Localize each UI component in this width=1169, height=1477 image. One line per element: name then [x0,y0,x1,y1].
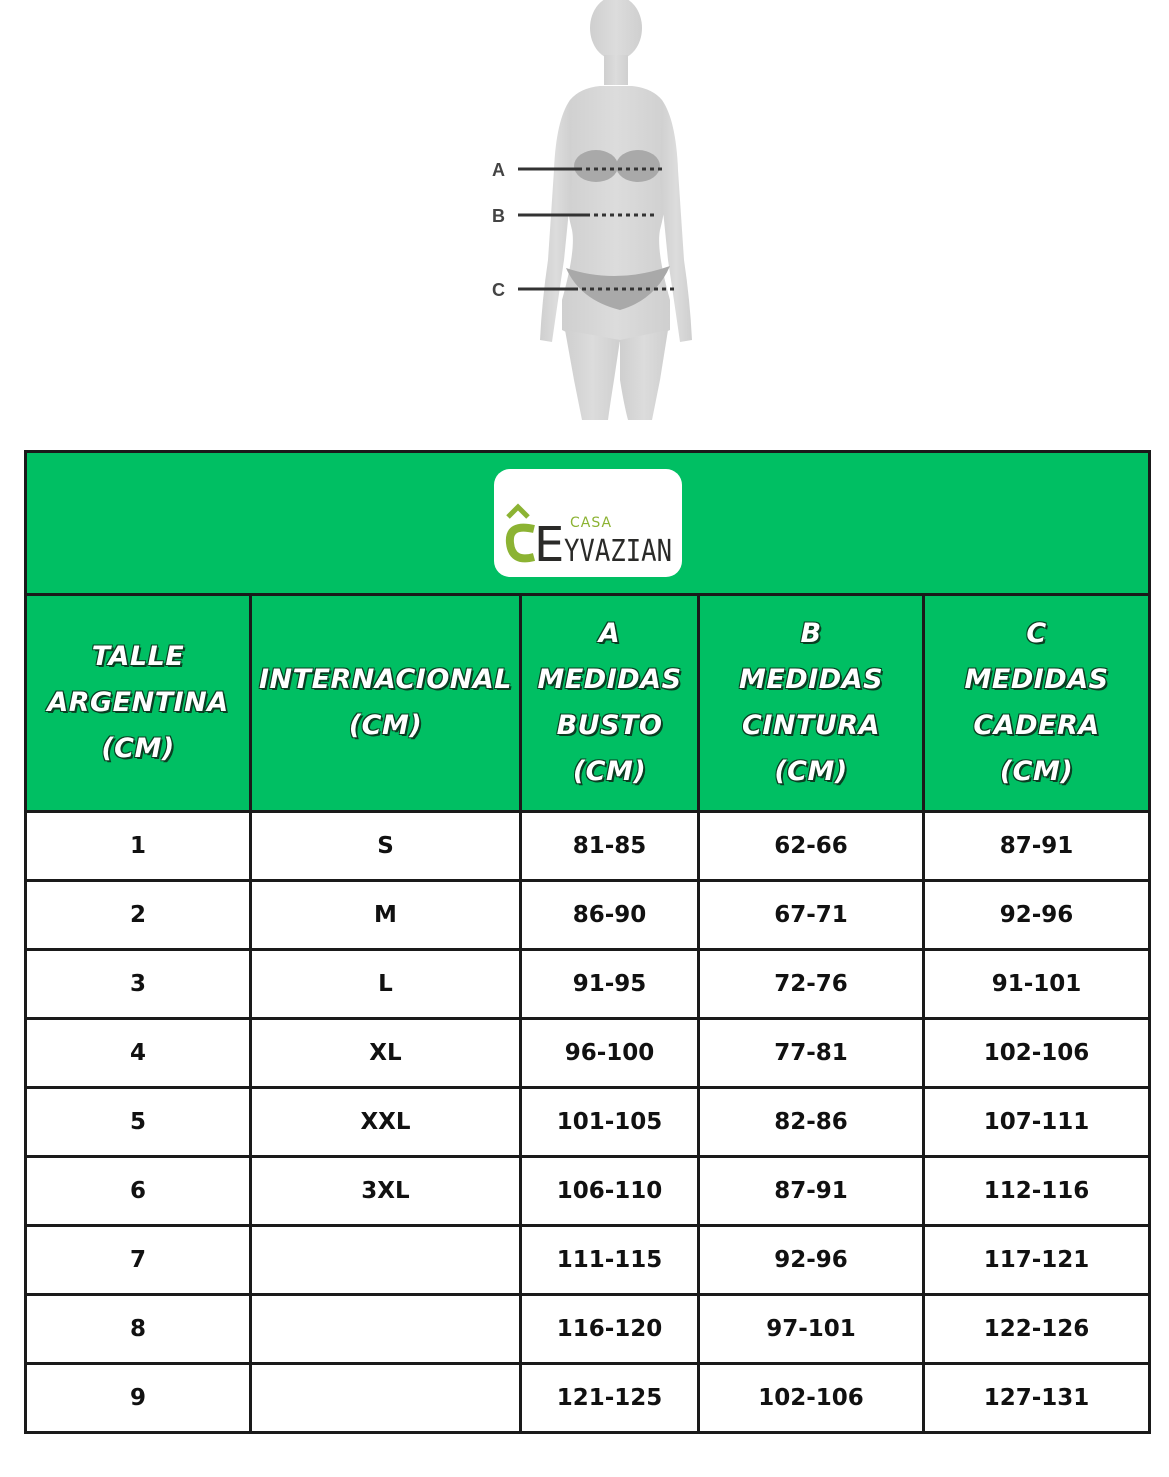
header-busto: A MEDIDAS BUSTO (CM) [521,595,699,812]
brand-logo [494,469,682,577]
cell-internacional: XXL [251,1088,521,1157]
cell-busto: 121-125 [521,1364,699,1433]
cell-busto: 106-110 [521,1157,699,1226]
logo-letter: E [533,517,564,573]
silhouette [540,0,692,420]
logo-row [26,452,1150,595]
table-body [26,812,1150,1433]
cell-cadera: 87-91 [924,812,1150,881]
table-row [26,1088,1150,1157]
cell-cadera: 117-121 [924,1226,1150,1295]
cell-talle: 6 [26,1157,251,1226]
cell-cintura: 67-71 [699,881,924,950]
logo-main-text: YVAZIAN [563,534,672,569]
cell-cintura: 82-86 [699,1088,924,1157]
cell-cintura: 92-96 [699,1226,924,1295]
table-row [26,950,1150,1019]
cell-cintura: 87-91 [699,1157,924,1226]
header-internacional: INTERNACIONAL (CM) [251,595,521,812]
cell-busto: 86-90 [521,881,699,950]
cell-cintura: 97-101 [699,1295,924,1364]
cell-cadera: 112-116 [924,1157,1150,1226]
marker-b: B [492,206,505,226]
logo-cell [26,452,1150,595]
cell-internacional [251,1295,521,1364]
cell-internacional [251,1364,521,1433]
header-cintura: B MEDIDAS CINTURA (CM) [699,595,924,812]
cell-busto: 91-95 [521,950,699,1019]
cell-talle: 2 [26,881,251,950]
cell-cadera: 91-101 [924,950,1150,1019]
size-chart-table [24,450,1151,1434]
cell-internacional: 3XL [251,1157,521,1226]
cell-cadera: 102-106 [924,1019,1150,1088]
table-row [26,1295,1150,1364]
cell-talle: 4 [26,1019,251,1088]
cell-talle: 9 [26,1364,251,1433]
cell-cadera: 127-131 [924,1364,1150,1433]
cell-talle: 1 [26,812,251,881]
table-row [26,881,1150,950]
table-row [26,1019,1150,1088]
cell-cintura: 62-66 [699,812,924,881]
cell-talle: 8 [26,1295,251,1364]
cell-internacional [251,1226,521,1295]
header-cadera: C MEDIDAS CADERA (CM) [924,595,1150,812]
cell-talle: 7 [26,1226,251,1295]
cell-cadera: 92-96 [924,881,1150,950]
cell-cadera: 107-111 [924,1088,1150,1157]
table-row [26,1364,1150,1433]
body-measurement-figure [470,0,710,420]
logo-small-text: CASA [569,515,612,531]
cell-busto: 111-115 [521,1226,699,1295]
marker-a: A [492,160,505,180]
table-row [26,1226,1150,1295]
cell-cintura: 77-81 [699,1019,924,1088]
cell-busto: 116-120 [521,1295,699,1364]
table-row [26,1157,1150,1226]
table-row [26,812,1150,881]
cell-busto: 101-105 [521,1088,699,1157]
cell-talle: 5 [26,1088,251,1157]
cell-cadera: 122-126 [924,1295,1150,1364]
cell-talle: 3 [26,950,251,1019]
cell-internacional: S [251,812,521,881]
cell-internacional: M [251,881,521,950]
cell-busto: 81-85 [521,812,699,881]
brand-logo-mark [494,469,682,577]
header-row [26,595,1150,812]
cell-busto: 96-100 [521,1019,699,1088]
cell-internacional: L [251,950,521,1019]
cell-internacional: XL [251,1019,521,1088]
marker-c: C [492,280,505,300]
cell-cintura: 102-106 [699,1364,924,1433]
header-talle-argentina: TALLE ARGENTINA (CM) [26,595,251,812]
cell-cintura: 72-76 [699,950,924,1019]
